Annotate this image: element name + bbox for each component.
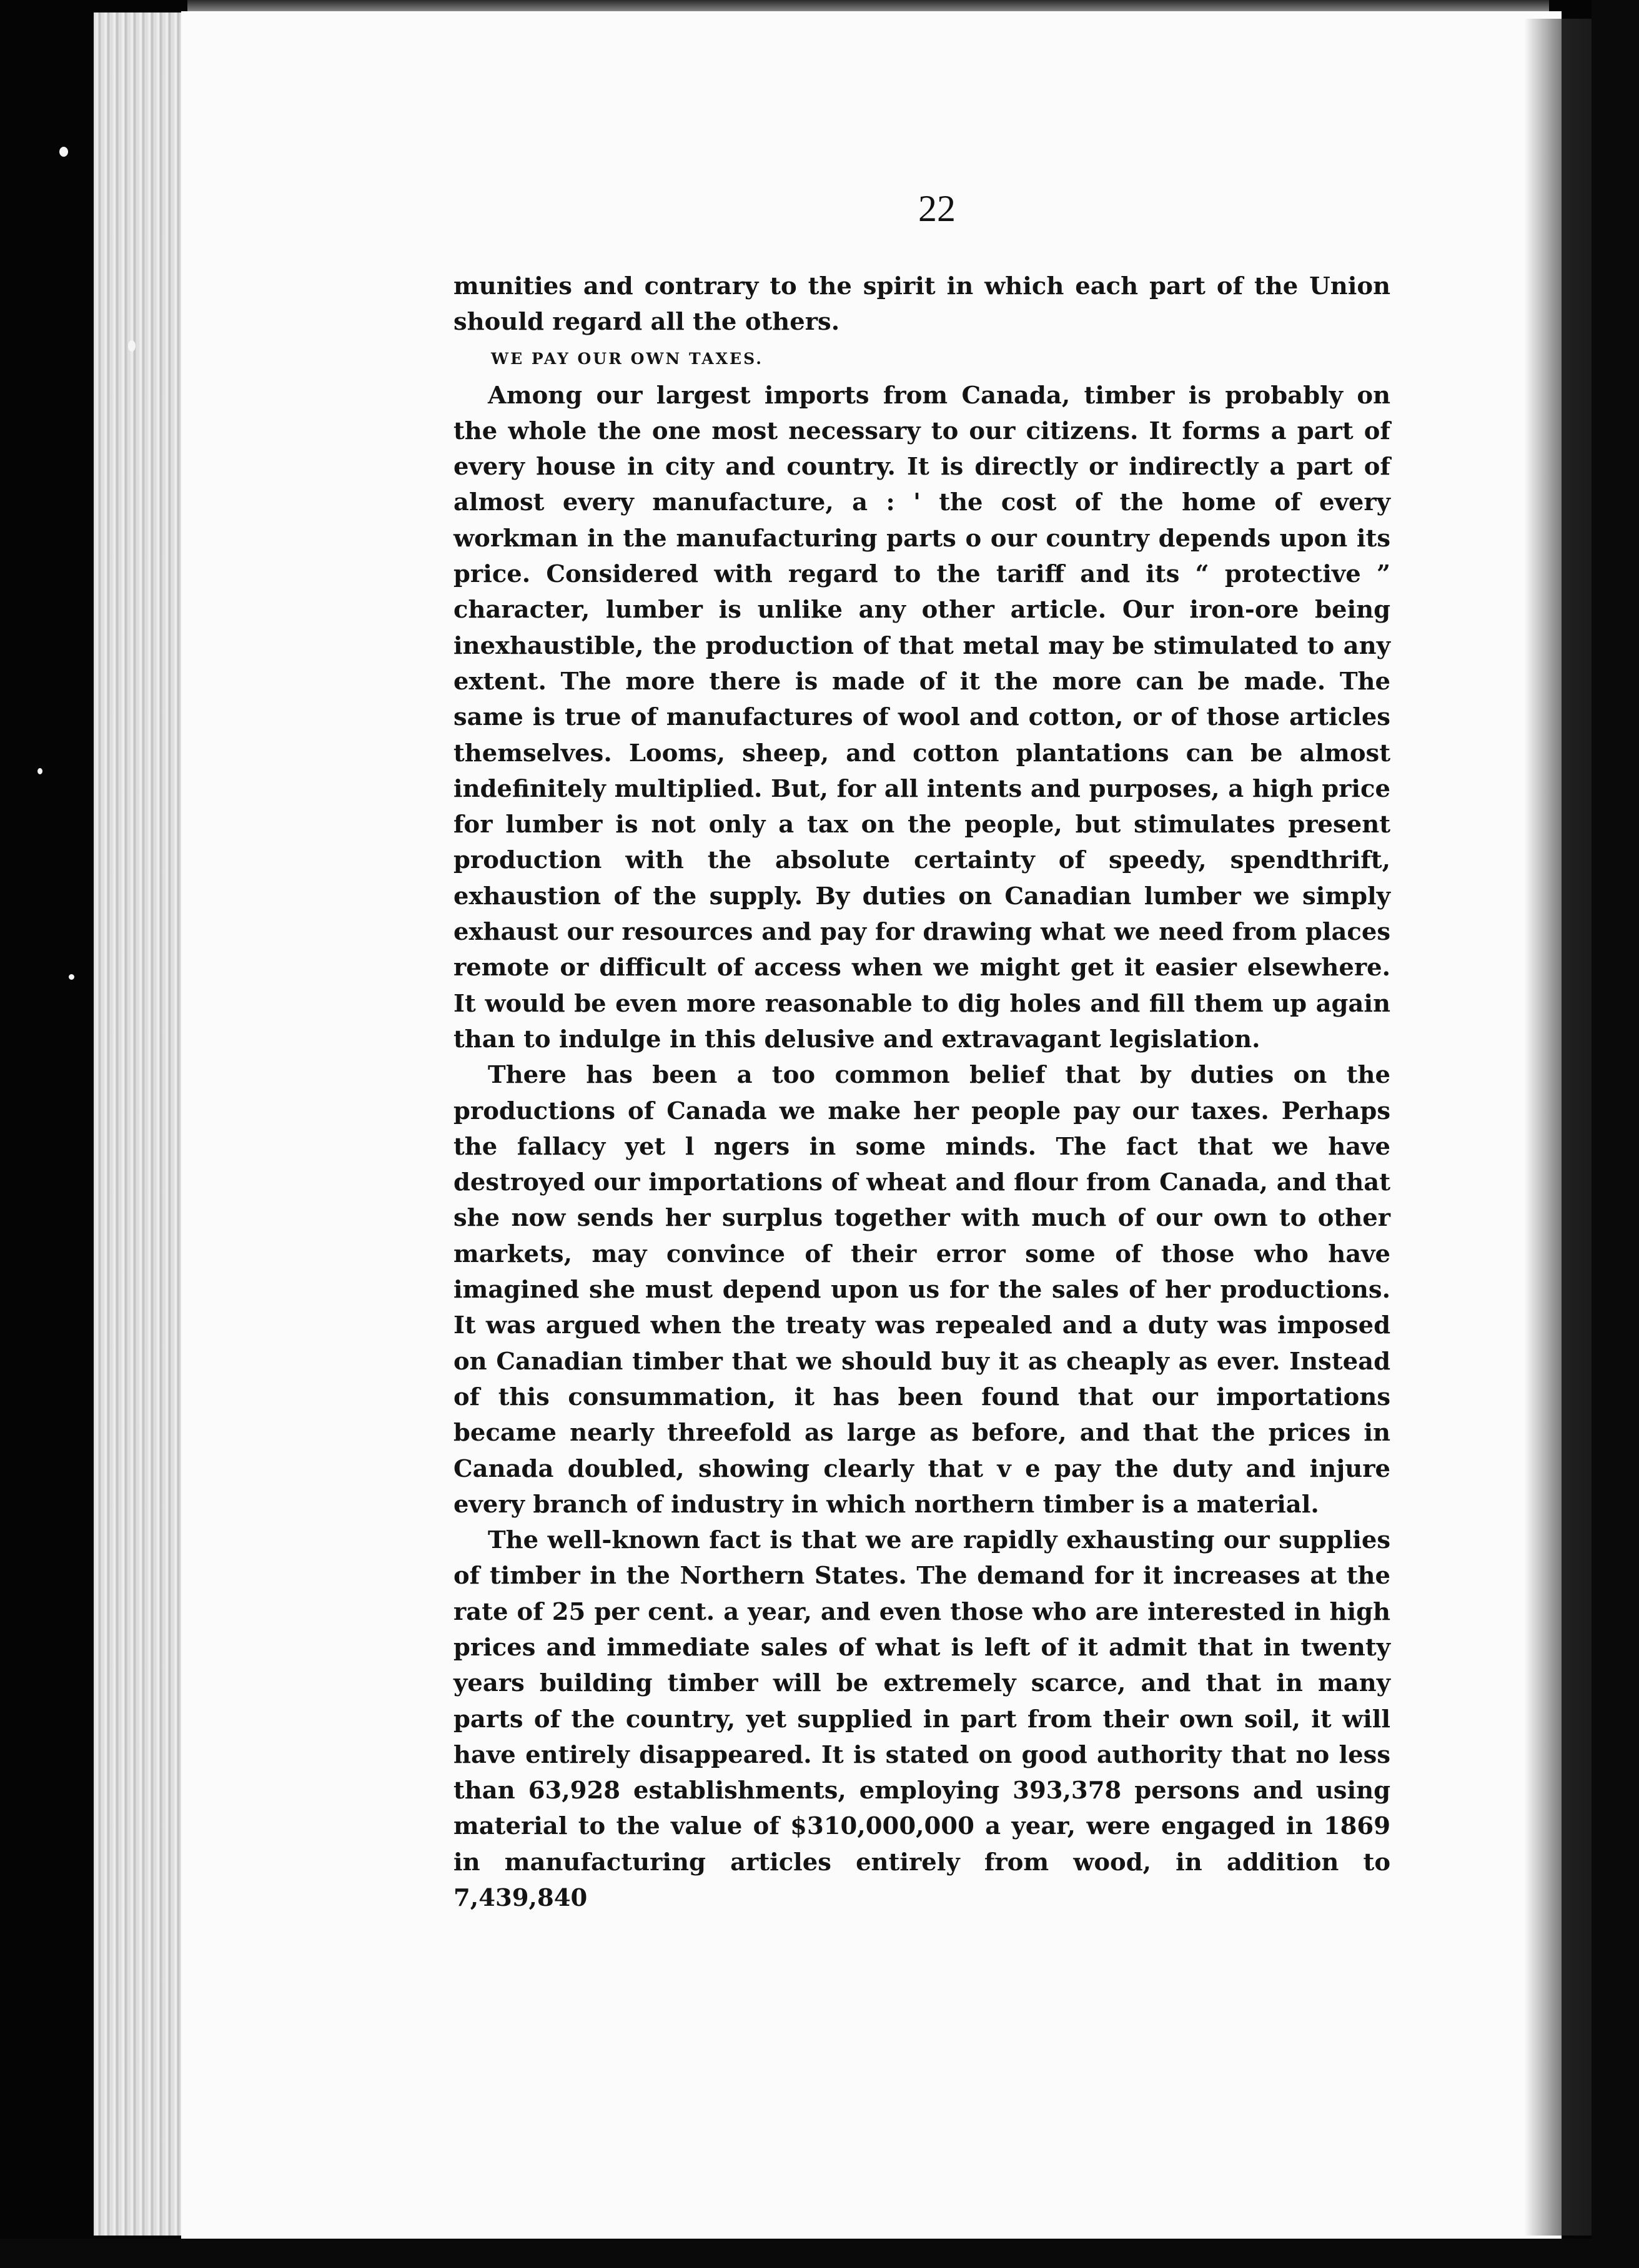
spine-shadow (1524, 19, 1593, 2236)
paragraph: Among our largest imports from Canada, timber is probably on the whole the one most necessary to our citizens. It forms a part of every house in city and country. It is directly or indirectly a part of almost every manufacture, a : ' the cost of the home of every workman in the manufacturing parts o our country depends upon its price. Considered with regard to the tariff and its “ protective ” character, lumber is unlike any other article. Our iron-ore being inexhaustible, the production of that metal may be stimulated to any extent. The more there is made of it the more can be made. The same is true of manufactures of wool and cotton, or of those articles themselves. Looms, sheep, and cotton plantations can be almost indefinitely multiplied. But, for all intents and purposes, a high price for lumber is not only a tax on the people, but stimulates present production with the absolute certainty of speedy, spendthrift, exhaustion of the supply. By duties on Canadian lumber we simply exhaust our resources and pay for drawing what we need from places remote or difficult of access when we might get it easier elsewhere. It would be even more reasonable to dig holes and fill them up again than to indulge in this delusive and extravagant legislation. (453, 381, 1390, 1053)
paragraph: There has been a too common belief that by duties on the productions of Canada we make her people pay our taxes. Perhaps the fallacy yet l ngers in some minds. The fact that we have destroyed our importations of wheat and flour from Canada, and that she now sends her surplus together with much of our own to other markets, may convince of their error some of those who have imagined she must depend upon us for the sales of her productions. It was argued when the treaty was repealed and a duty was imposed on Canadian timber that we should buy it as cheaply as ever. Instead of this consummation, it has been found that our importations became nearly threefold as large as before, and that the prices in Canada doubled, showing clearly that v e pay the duty and injure every branch of industry in which northern timber is a material. (453, 1061, 1390, 1519)
stacked-page-edges (94, 12, 187, 2236)
paragraph-continuation: munities and contrary to the spirit in which each part of the Union should regard all the others. (453, 272, 1390, 337)
page-number: 22 (918, 188, 956, 229)
right-margin-dark (1592, 0, 1639, 2268)
page-text-body (453, 269, 1390, 1916)
section-heading: WE PAY OUR OWN TAXES. (491, 349, 763, 368)
paragraph: The well-known fact is that we are rapidly exhausting our supplies of timber in the Northern States. The demand for it increases at the rate of 25 per cent. a year, and even those who are interested in high prices and immediate sales of what is left of it admit that in twenty years building timber will be extremely scarce, and that in many parts of the country, yet supplied in part from their own soil, it will have entirely disappeared. It is stated on good authority that no less than 63,928 establishments, employing 393,378 persons and using material to the value of $310,000,000 a year, were engaged in 1869 in manufacturing articles entirely from wood, in addition to 7,439,840 (453, 1526, 1390, 1913)
bottom-margin-dark (0, 2239, 1639, 2268)
